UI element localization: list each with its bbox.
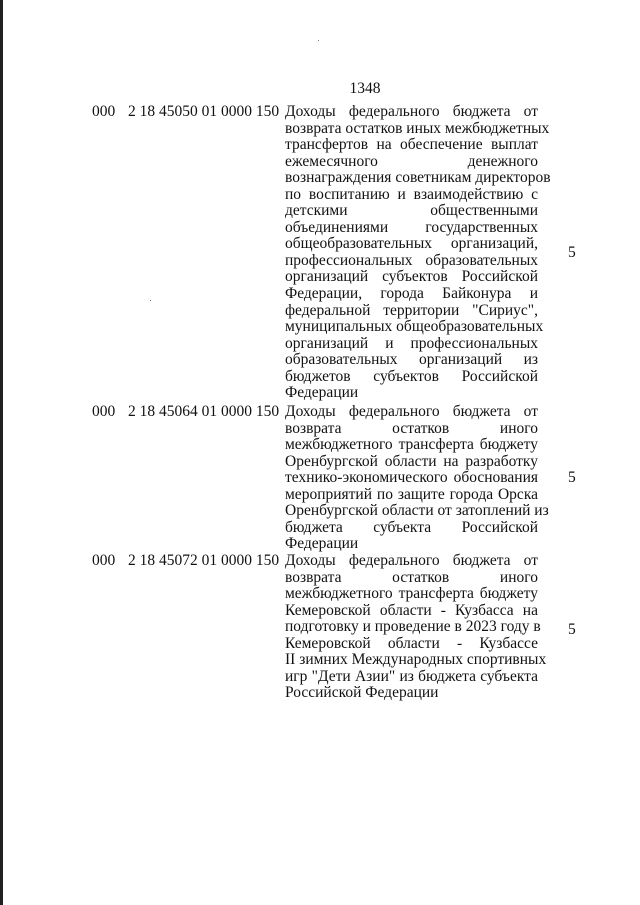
description-line: Федерации, города Байконура и [285, 285, 538, 303]
description-line: игр "Дети Азии" из бюджета субъекта [285, 667, 538, 685]
description-line: Федерации [285, 384, 359, 402]
description-line: II зимних Международных спортивных [285, 651, 547, 669]
amount: 5 [568, 621, 576, 638]
scan-speck [318, 40, 319, 41]
scan-speck [150, 300, 151, 301]
description-line: межбюджетного трансферта бюджету [285, 585, 538, 603]
description-line: возврата остатков иного [285, 419, 538, 437]
description-line: организаций субъектов Российской [285, 268, 538, 286]
description-line: технико-экономического обоснования [285, 469, 538, 487]
admin-code: 000 [92, 103, 116, 120]
description-line: муниципальных общеобразовательных [285, 318, 544, 336]
income-description [285, 403, 549, 553]
description-line: объединениями государственных [285, 218, 538, 236]
admin-code: 000 [92, 552, 116, 569]
description-line: бюджета субъекта Российской [285, 518, 538, 536]
description-line: федеральной территории "Сириус", [285, 301, 538, 319]
description-line: межбюджетного трансферта бюджету [285, 436, 538, 454]
description-line: возврата остатков иного [285, 568, 538, 586]
income-description [285, 103, 551, 402]
income-code: 2 18 45050 01 0000 150 [128, 103, 280, 120]
description-line: ежемесячного денежного [285, 152, 538, 170]
income-description [285, 552, 547, 702]
description-line: трансфертов на обеспечение выплат [285, 136, 538, 154]
income-code: 2 18 45072 01 0000 150 [128, 552, 280, 569]
description-line: подготовку и проведение в 2023 году в [285, 618, 541, 636]
scan-edge [0, 0, 3, 905]
description-line: Российской Федерации [285, 684, 439, 702]
description-line: Доходы федерального бюджета от [285, 552, 538, 569]
description-line: детскими общественными [285, 202, 538, 220]
description-line: общеобразовательных организаций, [285, 235, 538, 253]
amount: 5 [568, 244, 576, 261]
description-line: мероприятий по защите города Орска [285, 485, 538, 503]
description-line: Оренбургской области от затоплений из [285, 502, 549, 520]
page-number: 1348 [349, 80, 381, 97]
description-line: организаций и профессиональных [285, 334, 538, 352]
admin-code: 000 [92, 403, 116, 420]
description-line: Федерации [285, 535, 359, 553]
amount: 5 [568, 469, 576, 486]
income-code: 2 18 45064 01 0000 150 [128, 403, 280, 420]
description-line: Оренбургской области на разработку [285, 452, 538, 470]
description-line: профессиональных образовательных [285, 251, 538, 269]
description-line: образовательных организаций из [285, 351, 538, 369]
description-line: вознаграждения советникам директоров [285, 169, 551, 187]
description-line: бюджетов субъектов Российской [285, 367, 538, 385]
description-line: возврата остатков иных межбюджетных [285, 119, 550, 137]
description-line: Доходы федерального бюджета от [285, 103, 538, 120]
description-line: Доходы федерального бюджета от [285, 403, 538, 420]
description-line: Кемеровской области - Кузбасса на [285, 601, 538, 619]
description-line: по воспитанию и взаимодействию с [285, 185, 538, 203]
description-line: Кемеровской области - Кузбассе [285, 634, 538, 652]
